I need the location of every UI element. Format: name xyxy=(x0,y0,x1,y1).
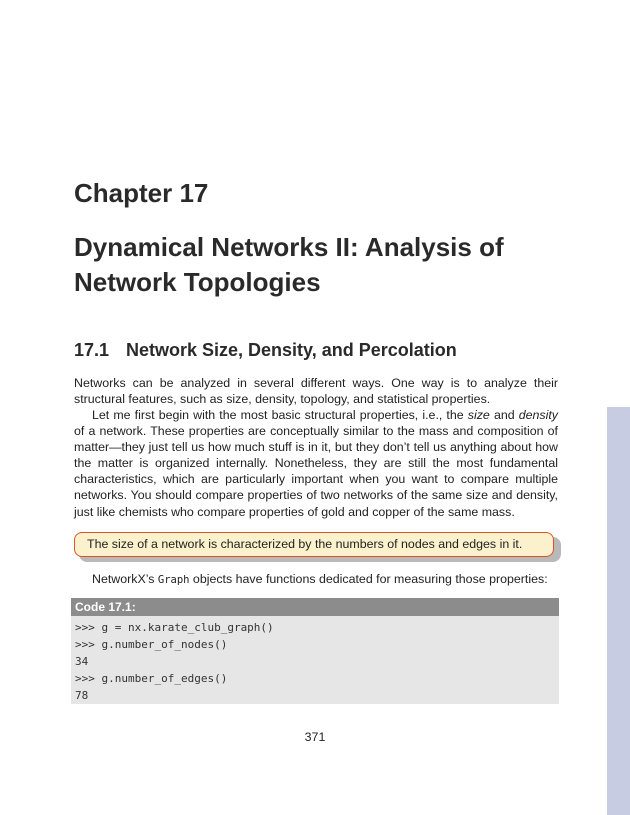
chapter-label: Chapter 17 xyxy=(74,178,209,208)
inline-code-graph: Graph xyxy=(157,574,190,586)
size-emphasis: size xyxy=(467,408,490,422)
paragraph-2 xyxy=(74,407,558,520)
chapter-title-line-1: Dynamical Networks II: Analysis of xyxy=(74,232,504,262)
chapter-title xyxy=(74,230,554,300)
callout-box xyxy=(74,532,554,557)
chapter-title-line-2: Network Topologies xyxy=(74,267,321,297)
density-emphasis: density xyxy=(518,408,558,422)
section-title: Network Size, Density, and Percolation xyxy=(126,340,457,360)
section-number: 17.1 xyxy=(74,340,110,360)
page-number: 371 xyxy=(304,730,326,744)
paragraph-2-part-1: Let me first begin with the most basic structural properties, i.e., the xyxy=(92,408,468,422)
code-line: >>> g.number_of_edges() xyxy=(75,672,228,685)
code-block-title: Code 17.1: xyxy=(75,600,136,614)
side-thumb-tab xyxy=(607,407,630,815)
paragraph-1: Networks can be analyzed in several different ways. One way is to analyze their structural features, such as size, density, topology, and statistical properties. xyxy=(74,376,558,407)
code-line: >>> g = nx.karate_club_graph() xyxy=(75,621,274,634)
paragraph-2-part-2: and xyxy=(489,408,519,422)
code-block xyxy=(71,616,559,704)
paragraph-2-part-3: of a network. These properties are conceptually similar to the mass and composition of matter—they just tell us how much stuff is in it, but they don’t tell us anything about how the matter is organized internally. Nonetheless, they are still the most fundamental characteristics, which are particularly important when you want to compare multiple networks. You should compare properties of two networks of the same size and density, just like chemists who compare properties of gold and copper of the same mass. xyxy=(74,424,558,519)
code-line: >>> g.number_of_nodes() xyxy=(75,638,228,651)
paragraph-3-part-1: NetworkX’s xyxy=(92,572,158,586)
code-block-header xyxy=(71,598,559,616)
paragraph-3 xyxy=(92,572,548,586)
paragraph-3-part-2: objects have functions dedicated for measuring those properties: xyxy=(189,572,548,586)
code-line: 34 xyxy=(75,655,89,668)
code-line: 78 xyxy=(75,689,89,702)
callout-text: The size of a network is characterized by the numbers of nodes and edges in it. xyxy=(87,537,523,551)
section-heading xyxy=(74,340,457,361)
